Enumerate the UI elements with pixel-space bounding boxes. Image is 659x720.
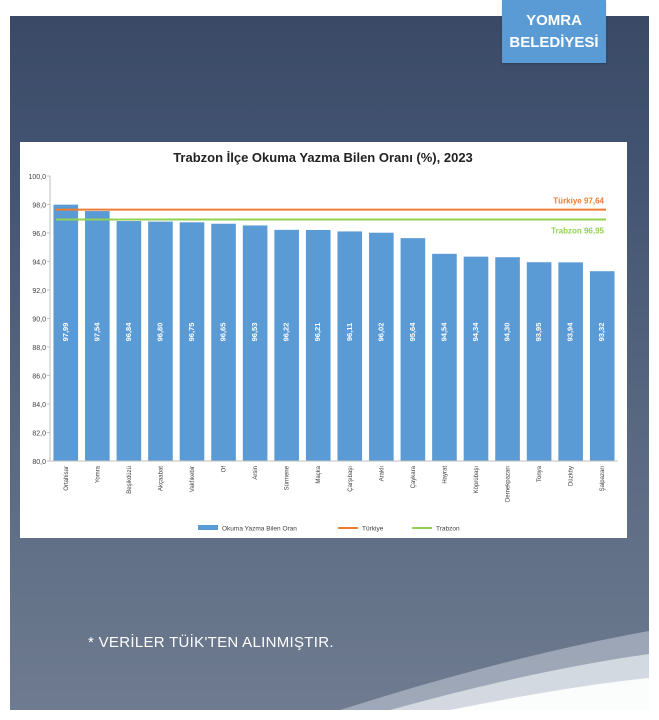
y-tick-label: 100,0	[28, 174, 46, 181]
bar-value-label: 96,21	[313, 322, 323, 342]
y-tick-label: 80,0	[32, 459, 46, 466]
chart-card	[20, 142, 627, 538]
bar-köprübaşı	[464, 257, 489, 461]
bar-value-label: 93,95	[534, 322, 544, 342]
reference-line-label: Trabzon 96,95	[551, 226, 604, 236]
bar-düzköy	[558, 262, 583, 461]
x-tick-label: Tonya	[537, 466, 544, 483]
x-tick-label: Dernekpazarı	[505, 466, 512, 503]
bar-sürmene	[274, 230, 299, 461]
legend-label: Trabzon	[436, 525, 460, 533]
x-tick-label: Yomra	[95, 466, 102, 484]
x-tick-label: Maçka	[316, 466, 323, 484]
bar-value-label: 94,34	[470, 322, 480, 342]
legend	[198, 525, 460, 533]
badge-line-2: BELEDİYESİ	[509, 33, 599, 51]
badge-line-1: YOMRA	[526, 11, 582, 29]
bar-value-label: 96,11	[344, 322, 354, 342]
y-tick-label: 96,0	[32, 231, 46, 238]
x-tick-label: Vakfıkebir	[190, 466, 196, 493]
x-tick-label: Arsin	[253, 466, 260, 480]
bar-value-label: 96,22	[281, 322, 291, 342]
x-tick-label: Çaykara	[410, 466, 417, 489]
bar-value-label: 96,53	[250, 322, 260, 342]
x-tick-label: Beşikdüzü	[126, 466, 133, 494]
y-tick-label: 88,0	[32, 345, 46, 352]
x-tick-label: Köprübaşı	[474, 466, 480, 494]
chart-title: Trabzon İlçe Okuma Yazma Bilen Oranı (%), 2023	[173, 150, 473, 165]
bar-value-label: 95,64	[407, 322, 417, 342]
reference-line-label: Türkiye 97,64	[553, 196, 604, 206]
y-tick-label: 84,0	[32, 402, 46, 409]
bar-şalpazarı	[590, 271, 615, 461]
bar-value-label: 96,84	[123, 322, 133, 342]
bar-hayrat	[432, 254, 457, 461]
y-tick-label: 92,0	[32, 288, 46, 295]
x-tick-label: Çarşıbaşı	[347, 466, 354, 492]
bar-value-label: 96,75	[186, 322, 196, 342]
x-tick-label: Of	[221, 466, 228, 473]
bar-value-label: 93,32	[597, 322, 607, 342]
bar-value-label: 96,80	[155, 322, 165, 342]
bar-value-label: 97,99	[60, 322, 70, 342]
x-tick-label: Sürmene	[284, 466, 291, 491]
y-axis	[28, 174, 50, 466]
municipality-badge	[502, 0, 606, 63]
bar-value-label: 94,54	[439, 322, 449, 342]
x-tick-label: Akçaabat	[158, 466, 165, 492]
legend-label: Türkiye	[362, 525, 384, 533]
bar-dernekpazarı	[495, 257, 520, 461]
x-tick-label: Düzköy	[568, 466, 575, 487]
bar-araklı	[369, 233, 394, 461]
bar-çarşıbaşı	[337, 231, 362, 461]
literacy-bar-chart	[20, 142, 627, 538]
bars-group	[53, 205, 614, 461]
bar-tonya	[527, 262, 552, 461]
y-tick-label: 98,0	[32, 202, 46, 210]
x-axis	[50, 461, 618, 502]
bar-çaykara	[401, 238, 426, 461]
legend-swatch	[198, 525, 218, 530]
bar-value-label: 93,94	[565, 322, 575, 342]
bar-arsin	[243, 225, 268, 461]
x-tick-label: Hayrat	[442, 466, 449, 484]
y-tick-label: 94,0	[32, 259, 46, 267]
x-tick-label: Araklı	[379, 466, 386, 482]
y-tick-label: 86,0	[32, 373, 46, 381]
y-tick-label: 90,0	[32, 316, 46, 324]
bar-value-label: 94,30	[502, 322, 512, 342]
y-tick-label: 82,0	[32, 430, 46, 438]
bar-value-label: 96,65	[218, 322, 228, 342]
data-source-note: * VERİLER TÜİK'TEN ALINMIŞTIR.	[88, 634, 334, 651]
x-tick-label: Ortahisar	[63, 466, 70, 491]
bar-value-label: 97,54	[92, 322, 102, 342]
legend-label: Okuma Yazma Bilen Oran	[222, 525, 297, 533]
bar-maçka	[306, 230, 331, 461]
x-tick-label: Şalpazarı	[600, 466, 607, 492]
bar-value-label: 96,02	[376, 322, 386, 342]
